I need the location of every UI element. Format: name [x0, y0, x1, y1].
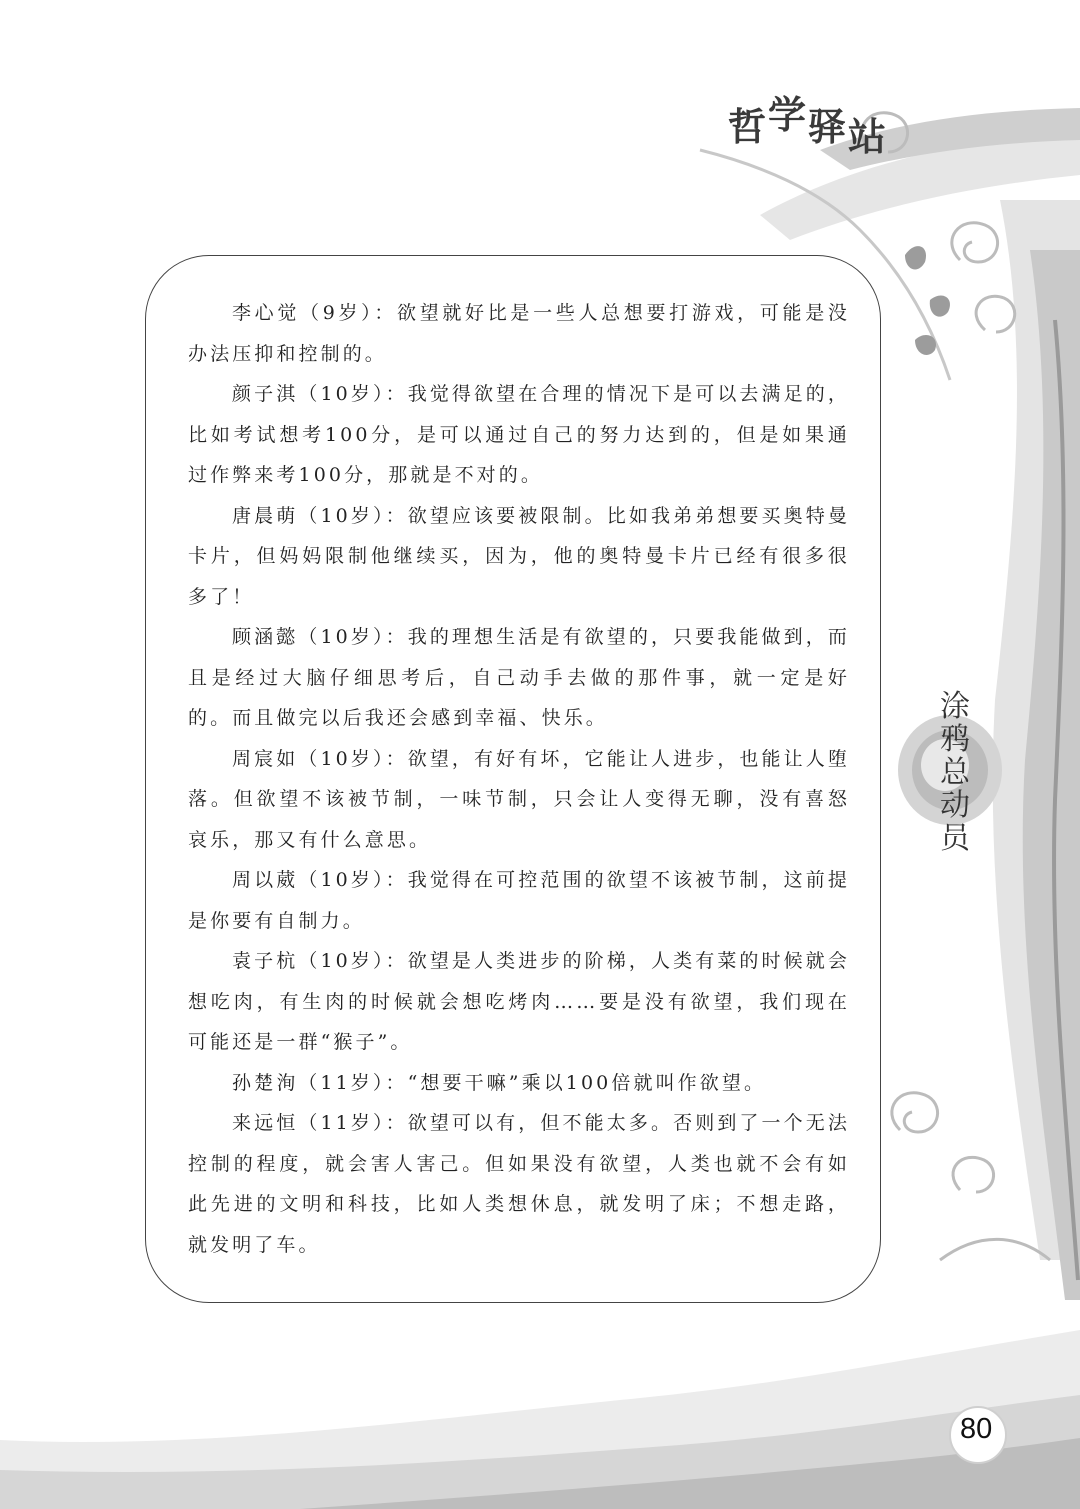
quote-paragraph: 周宸如（10岁）：欲望，有好有坏，它能让人进步，也能让人堕落。但欲望不该被节制，一味节制，只会让人变得无聊，没有喜怒哀乐，那又有什么意思。 [188, 747, 850, 851]
quote-list [188, 293, 850, 1265]
quote-paragraph: 孙楚洵（11岁）：“想要干嘛”乘以100倍就叫作欲望。 [232, 1071, 767, 1094]
quote-paragraph: 周以葳（10岁）：我觉得在可控范围的欲望不该被节制，这前提是你要有自制力。 [188, 869, 850, 932]
side-label-char: 总 [940, 755, 970, 790]
section-title-char: 驿 [808, 105, 849, 149]
side-section-label [925, 690, 985, 855]
side-label-char: 动 [940, 788, 970, 823]
side-label-char: 鸦 [940, 722, 970, 757]
section-title [728, 93, 889, 159]
quote-paragraph: 唐晨萌（10岁）：欲望应该要被限制。比如我弟弟想要买奥特曼卡片，但妈妈限制他继续买，因为，他的奥特曼卡片已经有很多很多了！ [188, 504, 850, 608]
quote-paragraph: 来远恒（11岁）：欲望可以有，但不能太多。否则到了一个无法控制的程度，就会害人害己。但如果没有欲望，人类也就不会有如此先进的文明和科技，比如人类想休息，就发明了床；不想走路，就发明了车。 [188, 1112, 850, 1256]
quote-paragraph: 李心觉（9岁）：欲望就好比是一些人总想要打游戏，可能是没办法压抑和控制的。 [188, 302, 850, 365]
quote-paragraph: 顾涵懿（10岁）：我的理想生活是有欲望的，只要我能做到，而且是经过大脑仔细思考后，自己动手去做的那件事，就一定是好的。而且做完以后我还会感到幸福、快乐。 [188, 626, 850, 729]
quote-paragraph: 颜子淇（10岁）：我觉得欲望在合理的情况下是可以去满足的，比如考试想考100分，是可以通过自己的努力达到的，但是如果通过作弊来考100分，那就是不对的。 [188, 383, 850, 486]
section-title-char: 哲 [728, 105, 769, 149]
quote-paragraph: 袁子杭（10岁）：欲望是人类进步的阶梯，人类有菜的时候就会想吃肉，有生肉的时候就会想吃烤肉……要是没有欲望，我们现在可能还是一群“猴子”。 [188, 950, 850, 1053]
page-number: 80 [960, 1413, 993, 1445]
side-label-char: 涂 [940, 689, 970, 724]
section-title-char: 学 [768, 93, 809, 137]
section-title-char: 站 [848, 115, 889, 159]
side-label-char: 员 [940, 821, 970, 856]
